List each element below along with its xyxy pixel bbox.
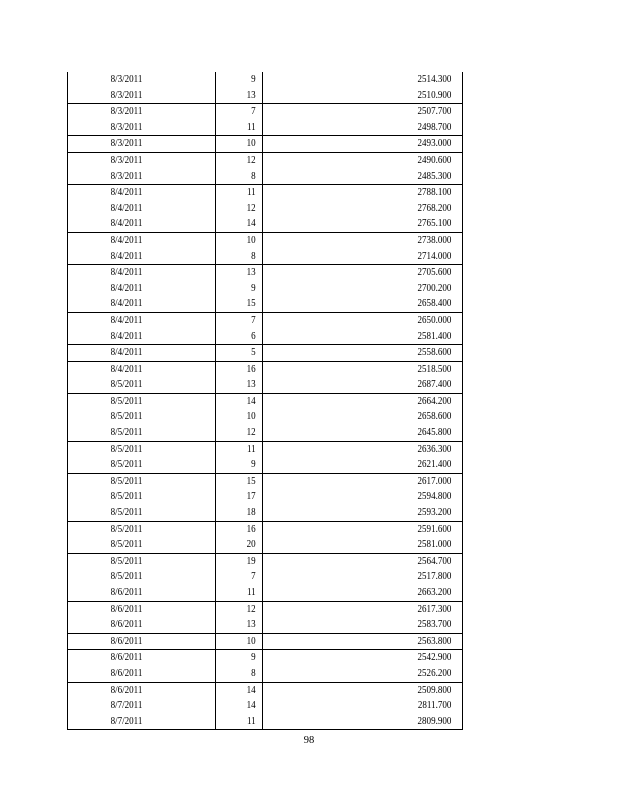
date-cell: 8/4/2011 [68, 201, 195, 217]
date-cell: 8/3/2011 [68, 120, 195, 136]
date-cell: 8/5/2011 [68, 521, 195, 537]
value-cell: 2663.200 [291, 585, 463, 601]
table-row [68, 281, 463, 297]
table-row [68, 441, 463, 457]
value-cell: 2517.800 [291, 569, 463, 585]
table-row [68, 232, 463, 248]
date-cell: 8/6/2011 [68, 617, 195, 633]
table-row [68, 393, 463, 409]
table-row [68, 569, 463, 585]
date-cell: 8/3/2011 [68, 136, 195, 153]
value-cell: 2658.600 [291, 409, 463, 425]
count-cell: 13 [222, 265, 262, 281]
value-cell: 2788.100 [291, 185, 463, 201]
table-row [68, 120, 463, 136]
table-row [68, 216, 463, 232]
value-cell: 2621.400 [291, 457, 463, 473]
table-row [68, 201, 463, 217]
count-cell: 14 [222, 216, 262, 232]
table-row [68, 585, 463, 601]
date-cell: 8/4/2011 [68, 265, 195, 281]
count-cell: 8 [222, 169, 262, 185]
table-row [68, 312, 463, 328]
value-cell: 2714.000 [291, 249, 463, 265]
value-cell: 2645.800 [291, 425, 463, 441]
date-cell: 8/3/2011 [68, 72, 195, 88]
value-cell: 2687.400 [291, 377, 463, 393]
count-cell: 13 [222, 617, 262, 633]
date-cell: 8/6/2011 [68, 666, 195, 682]
count-cell: 12 [222, 152, 262, 168]
count-cell: 10 [222, 409, 262, 425]
value-cell: 2738.000 [291, 232, 463, 248]
date-cell: 8/4/2011 [68, 281, 195, 297]
date-cell: 8/5/2011 [68, 425, 195, 441]
table-row [68, 104, 463, 120]
count-cell: 12 [222, 201, 262, 217]
value-cell: 2593.200 [291, 505, 463, 521]
count-cell: 8 [222, 249, 262, 265]
count-cell: 11 [222, 585, 262, 601]
page-number: 98 [303, 735, 315, 746]
value-cell: 2583.700 [291, 617, 463, 633]
count-cell: 6 [222, 329, 262, 345]
count-cell: 14 [222, 698, 262, 714]
value-cell: 2510.900 [291, 88, 463, 104]
count-cell: 11 [222, 441, 262, 457]
value-cell: 2542.900 [291, 650, 463, 666]
table-row [68, 185, 463, 201]
value-cell: 2507.700 [291, 104, 463, 120]
count-cell: 9 [222, 457, 262, 473]
count-cell: 15 [222, 296, 262, 312]
date-cell: 8/4/2011 [68, 216, 195, 232]
date-cell: 8/4/2011 [68, 329, 195, 345]
date-cell: 8/5/2011 [68, 553, 195, 569]
table-row [68, 169, 463, 185]
date-cell: 8/5/2011 [68, 441, 195, 457]
value-cell: 2636.300 [291, 441, 463, 457]
value-cell: 2581.400 [291, 329, 463, 345]
value-cell: 2509.800 [291, 682, 463, 698]
date-cell: 8/5/2011 [68, 537, 195, 553]
date-cell: 8/3/2011 [68, 104, 195, 120]
table-row [68, 521, 463, 537]
count-cell: 9 [222, 650, 262, 666]
value-cell: 2518.500 [291, 361, 463, 377]
date-cell: 8/5/2011 [68, 393, 195, 409]
count-cell: 9 [222, 72, 262, 88]
value-cell: 2498.700 [291, 120, 463, 136]
table-row [68, 698, 463, 714]
count-cell: 12 [222, 425, 262, 441]
date-cell: 8/7/2011 [68, 698, 195, 714]
table-row [68, 537, 463, 553]
value-cell: 2617.300 [291, 601, 463, 617]
count-cell: 14 [222, 393, 262, 409]
table-row [68, 377, 463, 393]
date-cell: 8/5/2011 [68, 489, 195, 505]
value-cell: 2811.700 [291, 698, 463, 714]
count-cell: 15 [222, 473, 262, 489]
date-cell: 8/6/2011 [68, 601, 195, 617]
table-row [68, 409, 463, 425]
table-row [68, 88, 463, 104]
table-row [68, 682, 463, 698]
count-cell: 14 [222, 682, 262, 698]
date-cell: 8/4/2011 [68, 185, 195, 201]
count-cell: 19 [222, 553, 262, 569]
count-cell: 11 [222, 714, 262, 730]
table-row [68, 473, 463, 489]
count-cell: 10 [222, 633, 262, 650]
table-row [68, 265, 463, 281]
count-cell: 16 [222, 361, 262, 377]
date-cell: 8/4/2011 [68, 296, 195, 312]
date-cell: 8/6/2011 [68, 633, 195, 650]
value-cell: 2591.600 [291, 521, 463, 537]
date-cell: 8/6/2011 [68, 650, 195, 666]
date-cell: 8/4/2011 [68, 232, 195, 248]
date-cell: 8/6/2011 [68, 585, 195, 601]
date-cell: 8/4/2011 [68, 361, 195, 377]
date-cell: 8/3/2011 [68, 152, 195, 168]
data-table [67, 72, 463, 730]
value-cell: 2705.600 [291, 265, 463, 281]
value-cell: 2617.000 [291, 473, 463, 489]
value-cell: 2650.000 [291, 312, 463, 328]
date-cell: 8/5/2011 [68, 569, 195, 585]
count-cell: 20 [222, 537, 262, 553]
value-cell: 2558.600 [291, 345, 463, 362]
table-body [68, 72, 463, 730]
table-row [68, 457, 463, 473]
table-row [68, 152, 463, 168]
value-cell: 2700.200 [291, 281, 463, 297]
count-cell: 13 [222, 377, 262, 393]
table-row [68, 296, 463, 312]
table-row [68, 425, 463, 441]
value-cell: 2768.200 [291, 201, 463, 217]
value-cell: 2658.400 [291, 296, 463, 312]
table-row [68, 553, 463, 569]
date-cell: 8/4/2011 [68, 345, 195, 362]
count-cell: 10 [222, 232, 262, 248]
table-row [68, 345, 463, 362]
value-cell: 2514.300 [291, 72, 463, 88]
date-cell: 8/4/2011 [68, 312, 195, 328]
value-cell: 2563.800 [291, 633, 463, 650]
count-cell: 12 [222, 601, 262, 617]
table-row [68, 361, 463, 377]
table-row [68, 617, 463, 633]
table-row [68, 714, 463, 730]
table-row [68, 72, 463, 88]
count-cell: 7 [222, 104, 262, 120]
count-cell: 18 [222, 505, 262, 521]
count-cell: 10 [222, 136, 262, 153]
count-cell: 11 [222, 185, 262, 201]
date-cell: 8/4/2011 [68, 249, 195, 265]
value-cell: 2594.800 [291, 489, 463, 505]
count-cell: 13 [222, 88, 262, 104]
date-cell: 8/5/2011 [68, 409, 195, 425]
table-row [68, 666, 463, 682]
count-cell: 8 [222, 666, 262, 682]
count-cell: 9 [222, 281, 262, 297]
date-cell: 8/3/2011 [68, 169, 195, 185]
date-cell: 8/5/2011 [68, 473, 195, 489]
count-cell: 5 [222, 345, 262, 362]
value-cell: 2564.700 [291, 553, 463, 569]
value-cell: 2809.900 [291, 714, 463, 730]
table-row [68, 650, 463, 666]
value-cell: 2485.300 [291, 169, 463, 185]
date-cell: 8/7/2011 [68, 714, 195, 730]
table-row [68, 489, 463, 505]
date-cell: 8/5/2011 [68, 457, 195, 473]
value-cell: 2664.200 [291, 393, 463, 409]
date-cell: 8/6/2011 [68, 682, 195, 698]
date-cell: 8/3/2011 [68, 88, 195, 104]
date-cell: 8/5/2011 [68, 505, 195, 521]
date-cell: 8/5/2011 [68, 377, 195, 393]
value-cell: 2581.000 [291, 537, 463, 553]
table-row [68, 633, 463, 650]
table-row [68, 601, 463, 617]
count-cell: 11 [222, 120, 262, 136]
count-cell: 7 [222, 312, 262, 328]
table-row [68, 505, 463, 521]
table-row [68, 249, 463, 265]
value-cell: 2493.000 [291, 136, 463, 153]
value-cell: 2765.100 [291, 216, 463, 232]
count-cell: 17 [222, 489, 262, 505]
table-row [68, 329, 463, 345]
value-cell: 2526.200 [291, 666, 463, 682]
value-cell: 2490.600 [291, 152, 463, 168]
count-cell: 16 [222, 521, 262, 537]
count-cell: 7 [222, 569, 262, 585]
table-row [68, 136, 463, 153]
